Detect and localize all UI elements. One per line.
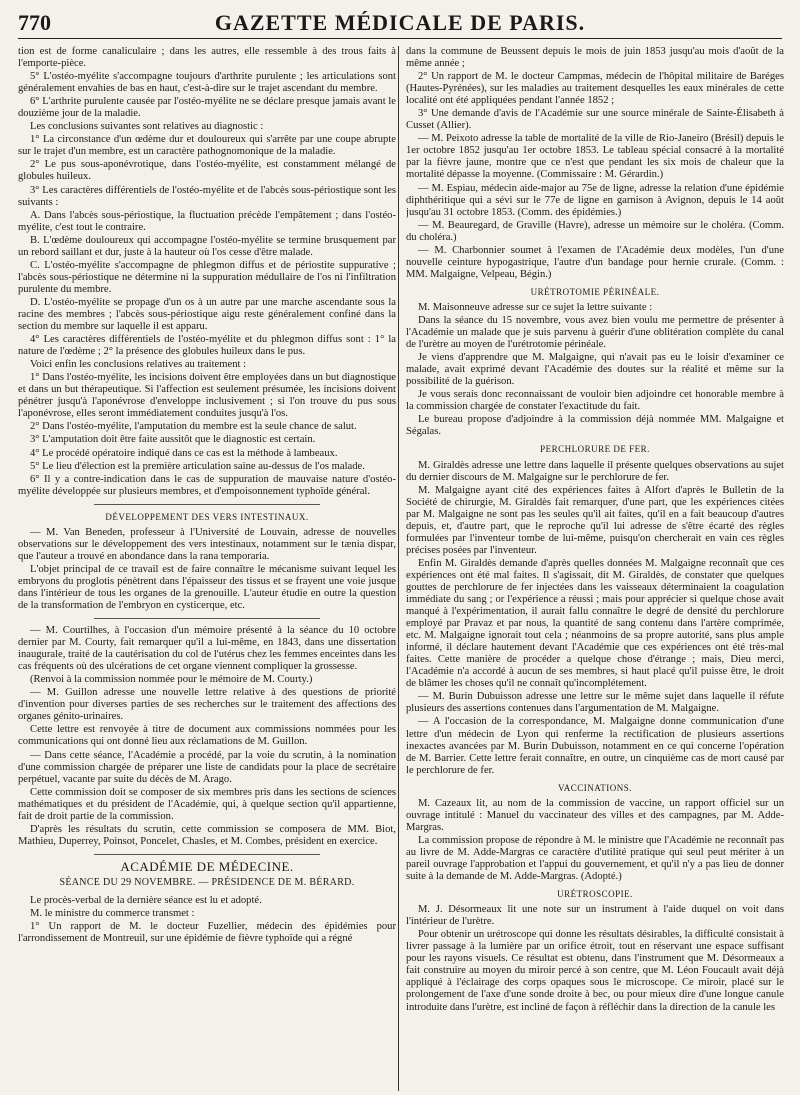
page-header [18,8,782,39]
paragraph: — M. Peixoto adresse la table de mortalité de la ville de Rio-Janeiro (Brésil) depuis le 1er octobre 1852 jusqu'au 1er octobre 1853. Le tableau spécial consacré à la mortalité par la fièvre jaune, montre que ce n'est que pendant les six mois de chaleur que la mortalité dépasse la moyenne. (Commissaire : M. Gérardin.) [406,133,784,181]
section-heading: URÉTROTOMIE PÉRINÉALE. [530,286,660,297]
paragraph: — M. Guillon adresse une nouvelle lettre relative à des questions de priorité d'invention pour diverses parties de ses recherches sur le traitement des affections des organes génito-urinaires. [18,687,396,723]
paragraph: 1° Un rapport de M. le docteur Fuzellier, médecin des épidémies pour l'arrondissement de Montreuil, sur une épidémie de fièvre typhoïde qui a régné [18,921,396,945]
paragraph: D'après les résultats du scrutin, cette commission se composera de MM. Biot, Mathieu, Duperrey, Poinsot, Poncelet, Chasles, et M. Combes, président en exercice. [18,823,396,847]
paragraph: 2° Dans l'ostéo-myélite, l'amputation du membre est la seule chance de salut. [30,421,357,433]
right-column [406,46,784,1091]
paragraph: 5° Le lieu d'élection est la première articulation saine au-dessus de l'os malade. [30,460,365,472]
paragraph: 3° Les caractères différentiels de l'ostéo-myélite et de l'abcès sous-périostique sont les suivants : [18,184,396,208]
paragraph: Le procès-verbal de la dernière séance est lu et adopté. [30,895,262,906]
paragraph: M. Maisonneuve adresse sur ce sujet la lettre suivante : [418,301,653,313]
page-number: 770 [18,10,51,35]
paragraph: Cette commission doit se composer de six membres pris dans les sections de sciences mathématiques et du président de l'Académie, qui, à quelque section qu'il appartienne, fait de droit partie de la commission. [18,786,396,822]
paragraph: 4° Les caractères différentiels de l'ostéo-myélite et du phlegmon diffus sont : 1° la nature de l'œdème ; 2° la présence des globules huileux dans le pus. [18,334,396,358]
paragraph: M. Giraldès adresse une lettre dans laquelle il présente quelques observations au sujet du dernier discours de M. Malgaigne sur le perchlorure de fer. [406,459,784,483]
paragraph: — M. Charbonnier soumet à l'examen de l'Académie deux modèles, l'un d'une nouvelle ceinture hypogastrique, l'autre d'un bandage pour hernie crurale. (Comm. : MM. Malgaigne, Velpeau, Bégin.) [406,244,784,280]
paragraph: (Renvoi à la commission nommée pour le mémoire de M. Courty.) [30,674,313,686]
paragraph: M. Cazeaux lit, au nom de la commission de vaccine, un rapport officiel sur un ouvrage intitulé : Manuel du vaccinateur des villes et des campagnes, par M. Adde-Margras. [406,797,784,833]
separator-rule [94,854,321,855]
paragraph: Je vous serais donc reconnaissant de vouloir bien adjoindre cet honorable membre à la commission chargée de constater l'exactitude du fait. [406,389,784,413]
paragraph: D. L'ostéo-myélite se propage d'un os à un autre par une marche ascendante sous la racine des membres ; l'abcès sous-périostique aigu reste généralement confiné dans la section du membre sur laquelle il est apparu. [18,296,396,333]
paragraph: — A l'occasion de la correspondance, M. Malgaigne donne communication d'une lettre d'un médecin de Lyon qui renferme la rectification de plusieurs assertions inexactes avancées par M. Burin Dubuisson, notamment en ce qui concerne l'opération de M. Barrier. Cette lettre ferait connaître, en outre, un cinquième cas de mort causé par le perchlorure de fer. [406,716,784,776]
session-heading: SÉANCE DU 29 NOVEMBRE. — PRÉSIDENCE DE M. BÉRARD. [59,876,355,888]
paragraph: Enfin M. Giraldès demande d'après quelles données M. Malgaigne reconnaît que ces expériences ont été mal faites. Il s'agissait, dit M. Giraldès, de constater que quelques gouttes de perchlorure de fer injectées dans les vaisseaux déterminaient la coagulation immédiate du sang ; or l'expérience a réussi ; mais pour apprécier si quelque chose avait manqué à l'expérimentation, il aurait fallu connaître le degré de densité du perchlorure employé par Pravaz et par nous, la quantité de sang contenu dans l'artère comprimée, etc. M. Malgaigne ignorait tout cela ; néanmoins de sa propre autorité, sans plus ample informé, il déclare hautement devant l'Académie que ces expériences ont été très-mal faites. Cette manière de procéder a quelque chose d'étrange ; mais, Dieu merci, l'Académie n'a accordé à aucun de ses membres, si haut placé qu'il puisse être, le droit de blâmer les choses qu'il ne connaît qu'incomplétement. [406,557,784,690]
paragraph: 6° Il y a contre-indication dans le cas de suppuration de mauvaise nature d'ostéo-myélite développée sur plusieurs membres, et d'empoisonnement typhoïde général. [18,473,396,497]
paragraph: L'objet principal de ce travail est de faire connaître le mécanisme suivant lequel les embryons du proglotis pénètrent dans l'épaisseur des tissus et se frayent une voie jusque dans l'intérieur de tous les organes de la grenouille. L'auteur étudie en outre la question de la transformation de l'embryon en cysticerque, etc. [18,563,396,612]
paragraph: — M. Burin Dubuisson adresse une lettre sur le même sujet dans laquelle il réfute plusieurs des assertions contenues dans l'argumentation de M. Malgaigne. [406,691,784,715]
paragraph: M. Malgaigne ayant cité des expériences faites à Alfort d'après le Bulletin de la Société de chirurgie, M. Giraldès fait remarquer, d'une part, que les expériences citées par M. Malgaigne ne sont pas les seules qu'il ait faites, qu'il en a fait beaucoup d'autres depuis, et, d'autre part, que le reproche qu'il lui adresse de s'être écarté des règles formulées par l'inventeur tombe de lui-même, puisqu'on chercherait en vain ces règles précises posées par l'inventeur. [406,484,784,556]
left-column [18,46,396,1091]
paragraph: Cette lettre est renvoyée à titre de document aux commissions nommées pour les communications qui ont donné lieu aux réclamations de M. Guillon. [18,724,396,748]
paragraph: Le bureau propose d'adjoindre à la commission déjà nommée MM. Malgaigne et Ségalas. [406,414,784,438]
paragraph: M. le ministre du commerce transmet : [30,908,195,920]
section-heading: PERCHLORURE DE FER. [540,444,650,455]
section-heading: DÉVELOPPEMENT DES VERS INTESTINAUX. [105,511,309,522]
paragraph: 1° La circonstance d'un œdème dur et douloureux qui s'arrête par une coupe abrupte sur le trajet d'un membre, est un caractère pathognomonique de la maladie. [18,134,396,158]
paragraph: dans la commune de Beussent depuis le mois de juin 1853 jusqu'au mois d'août de la même année ; [406,46,784,70]
paragraph: 6° L'arthrite purulente causée par l'ostéo-myélite ne se déclare presque jamais avant le douzième jour de la maladie. [18,96,396,120]
paragraph: Je viens d'apprendre que M. Malgaigne, qui n'avait pas eu le loisir d'examiner ce malade, avait exprimé devant l'Académie des doutes sur la réalité et même sur la possibilité de la guérison. [406,352,784,388]
paragraph: — M. Courtilhes, à l'occasion d'un mémoire présenté à la séance du 10 octobre dernier par M. Courty, fait remarquer qu'il a lui-même, en 1843, dans une dissertation inaugurale, traité de la cautérisation du col de l'utérus chez les femmes enceintes dans les cas fréquents où des ulcérations de cet organe viennent compliquer la grossesse. [18,625,396,673]
paragraph: C. L'ostéo-myélite s'accompagne de phlegmon diffus et de périostite suppurative ; l'abcès sous-périostique ne détermine ni la suppuration médullaire de l'os ni l'infiltration purulente du membre. [18,259,396,295]
paragraph: — M. Espiau, médecin aide-major au 75e de ligne, adresse la relation d'une épidémie diphthéritique qui a sévi sur le 77e de ligne en garnison à Avignon, depuis le 14 août jusqu'au 31 octobre 1853. (Comm. des épidémies.) [406,182,784,218]
paragraph: tion est de forme canaliculaire ; dans les autres, elle ressemble à des trous faits à l'emporte-pièce. [18,46,396,70]
paragraph: 2° Le pus sous-aponévrotique, dans l'ostéo-myélite, est constamment mélangé de globules huileux. [18,159,396,183]
separator-rule [94,504,321,505]
section-heading: VACCINATIONS. [557,782,633,793]
section-heading: URÉTROSCOPIE. [557,889,633,900]
academy-heading: ACADÉMIE DE MÉDECINE. [120,858,294,874]
paragraph: 4° Le procédé opératoire indiqué dans ce cas est la méthode à lambeaux. [30,447,338,459]
paragraph: — M. Van Beneden, professeur à l'Université de Louvain, adresse de nouvelles observations sur le développement des vers intestinaux, notamment sur le tænia dispar, que l'auteur a trouvé en abondance dans la rana temporaria. [18,526,396,562]
column-divider [398,46,399,1091]
paragraph: 1° Dans l'ostéo-myélite, les incisions doivent être employées dans un but diagnostique et dans un but thérapeutique. Si l'affection est seulement présumée, les incisions doivent pénétrer jusqu'à l'aponévrose d'enveloppe inclusivement ; si l'on trouve du pus sous l'aponévrose, elles seront immédiatement conduites jusqu'à l'os. [18,372,396,420]
paragraph: Voici enfin les conclusions relatives au traitement : [30,359,247,371]
paragraph: — M. Beauregard, de Graville (Havre), adresse un mémoire sur le choléra. (Comm. du choléra.) [406,219,784,243]
paragraph: M. J. Désormeaux lit une note sur un instrument à l'aide duquel on voit dans l'intérieur de l'urètre. [406,904,784,928]
paragraph: 2° Un rapport de M. le docteur Campmas, médecin de l'hôpital militaire de Baréges (Hautes-Pyrénées), sur les maladies au traitement desquelles les eaux minérales de cette localité ont été appliquées pendant l'année 1852 ; [406,71,784,107]
journal-title: GAZETTE MÉDICALE DE PARIS. [214,10,586,35]
paragraph: Les conclusions suivantes sont relatives au diagnostic : [30,121,264,133]
paragraph: 3° Une demande d'avis de l'Académie sur une source minérale de Sainte-Élisabeth à Cusset (Allier). [406,108,784,132]
paragraph: Dans la séance du 15 novembre, vous avez bien voulu me permettre de présenter à l'Académie un malade que je suis parvenu à guérir d'une oblitération complète du canal de l'urètre au moyen de l'urétrotomie périnéale. [406,314,784,351]
paragraph: B. L'œdème douloureux qui accompagne l'ostéo-myélite se termine brusquement par un rebord saillant et dur, juste à la hauteur où l'os cesse d'être malade. [18,234,396,258]
separator-rule [94,618,321,619]
paragraph: 3° L'amputation doit être faite aussitôt que le diagnostic est certain. [30,434,316,446]
paragraph: La commission propose de répondre à M. le ministre que l'Académie ne reconnaît pas au livre de M. Adde-Margras ce caractère d'utilité pratique qui seul peut mériter à un pareil ouvrage l'approbation et l'appui du gouvernement, et qu'il n'y a pas lieu de donner suite à la demande de M. Adde-Margras. (Adopté.) [406,834,784,883]
paragraph: Pour obtenir un urétroscope qui donne les résultats désirables, la difficulté consistait à livrer passage à la lumière par un orifice étroit, tout en réservant une espace suffisant pour les rayons visuels. Ce résultat est obtenu, dans l'instrument que M. Désormeaux a fait construire au moyen du miroir percé à son centre, que M. Léon Foucault avait déjà appliqué à l'éclairage des corps opaques sous le microscope. Ce miroir, placé sur le prolongement de l'axe d'une sonde droite à bec, ou pour mieux dire d'une longue canule introduite dans l'urètre, est incliné de façon à réfléchir dans la direction de la canule les [406,929,784,1013]
paragraph: — Dans cette séance, l'Académie a procédé, par la voie du scrutin, à la nomination d'une commission chargée de préparer une liste de candidats pour la place de secrétaire perpétuel, vacante par suite du décès de M. Arago. [18,749,396,785]
paragraph: A. Dans l'abcès sous-périostique, la fluctuation précède l'empâtement ; dans l'ostéo-myélite, c'est tout le contraire. [18,209,396,233]
paragraph: 5° L'ostéo-myélite s'accompagne toujours d'arthrite purulente ; les articulations sont généralement envahies de bas en haut, c'est-à-dire sur le trajet ascendant du membre. [18,71,396,95]
